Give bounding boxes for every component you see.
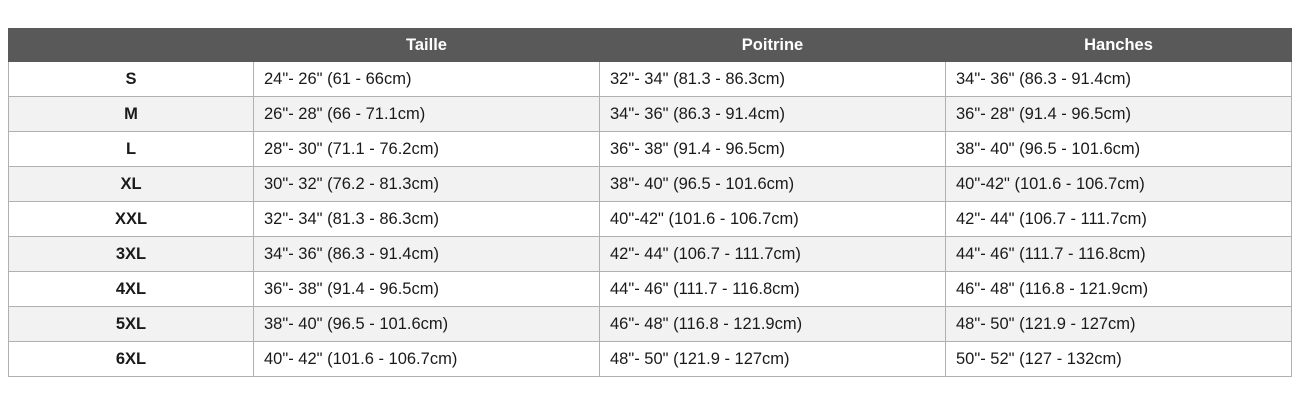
- column-header-poitrine: Poitrine: [600, 29, 946, 62]
- cell-poitrine: 32"- 34" (81.3 - 86.3cm): [600, 62, 946, 97]
- cell-poitrine: 46"- 48" (116.8 - 121.9cm): [600, 307, 946, 342]
- cell-hanches: 50"- 52" (127 - 132cm): [946, 342, 1292, 377]
- cell-poitrine: 34"- 36" (86.3 - 91.4cm): [600, 97, 946, 132]
- column-header-hanches: Hanches: [946, 29, 1292, 62]
- cell-hanches: 48"- 50" (121.9 - 127cm): [946, 307, 1292, 342]
- row-label-size: XL: [9, 167, 254, 202]
- row-label-size: 4XL: [9, 272, 254, 307]
- row-label-size: S: [9, 62, 254, 97]
- row-label-size: M: [9, 97, 254, 132]
- cell-taille: 34"- 36" (86.3 - 91.4cm): [254, 237, 600, 272]
- table-header: [9, 29, 1292, 62]
- cell-hanches: 44"- 46" (111.7 - 116.8cm): [946, 237, 1292, 272]
- cell-poitrine: 40"-42" (101.6 - 106.7cm): [600, 202, 946, 237]
- cell-hanches: 38"- 40" (96.5 - 101.6cm): [946, 132, 1292, 167]
- row-label-size: 3XL: [9, 237, 254, 272]
- table-body: [9, 62, 1292, 377]
- table-row: [9, 62, 1292, 97]
- cell-taille: 38"- 40" (96.5 - 101.6cm): [254, 307, 600, 342]
- header-row: [9, 29, 1292, 62]
- size-chart-table: [8, 28, 1292, 377]
- cell-poitrine: 36"- 38" (91.4 - 96.5cm): [600, 132, 946, 167]
- row-label-size: L: [9, 132, 254, 167]
- cell-taille: 40"- 42" (101.6 - 106.7cm): [254, 342, 600, 377]
- table-row: [9, 97, 1292, 132]
- cell-hanches: 40"-42" (101.6 - 106.7cm): [946, 167, 1292, 202]
- cell-poitrine: 48"- 50" (121.9 - 127cm): [600, 342, 946, 377]
- cell-poitrine: 38"- 40" (96.5 - 101.6cm): [600, 167, 946, 202]
- row-label-size: 6XL: [9, 342, 254, 377]
- cell-poitrine: 42"- 44" (106.7 - 111.7cm): [600, 237, 946, 272]
- table-row: [9, 237, 1292, 272]
- table-row: [9, 202, 1292, 237]
- cell-taille: 28"- 30" (71.1 - 76.2cm): [254, 132, 600, 167]
- cell-taille: 32"- 34" (81.3 - 86.3cm): [254, 202, 600, 237]
- table-row: [9, 132, 1292, 167]
- cell-poitrine: 44"- 46" (111.7 - 116.8cm): [600, 272, 946, 307]
- cell-hanches: 42"- 44" (106.7 - 111.7cm): [946, 202, 1292, 237]
- cell-taille: 24"- 26" (61 - 66cm): [254, 62, 600, 97]
- cell-hanches: 46"- 48" (116.8 - 121.9cm): [946, 272, 1292, 307]
- cell-hanches: 34"- 36" (86.3 - 91.4cm): [946, 62, 1292, 97]
- row-label-size: XXL: [9, 202, 254, 237]
- cell-taille: 26"- 28" (66 - 71.1cm): [254, 97, 600, 132]
- table-row: [9, 272, 1292, 307]
- table-row: [9, 167, 1292, 202]
- table-row: [9, 307, 1292, 342]
- column-header-size: [9, 29, 254, 62]
- cell-hanches: 36"- 28" (91.4 - 96.5cm): [946, 97, 1292, 132]
- column-header-taille: Taille: [254, 29, 600, 62]
- table-row: [9, 342, 1292, 377]
- cell-taille: 36"- 38" (91.4 - 96.5cm): [254, 272, 600, 307]
- row-label-size: 5XL: [9, 307, 254, 342]
- cell-taille: 30"- 32" (76.2 - 81.3cm): [254, 167, 600, 202]
